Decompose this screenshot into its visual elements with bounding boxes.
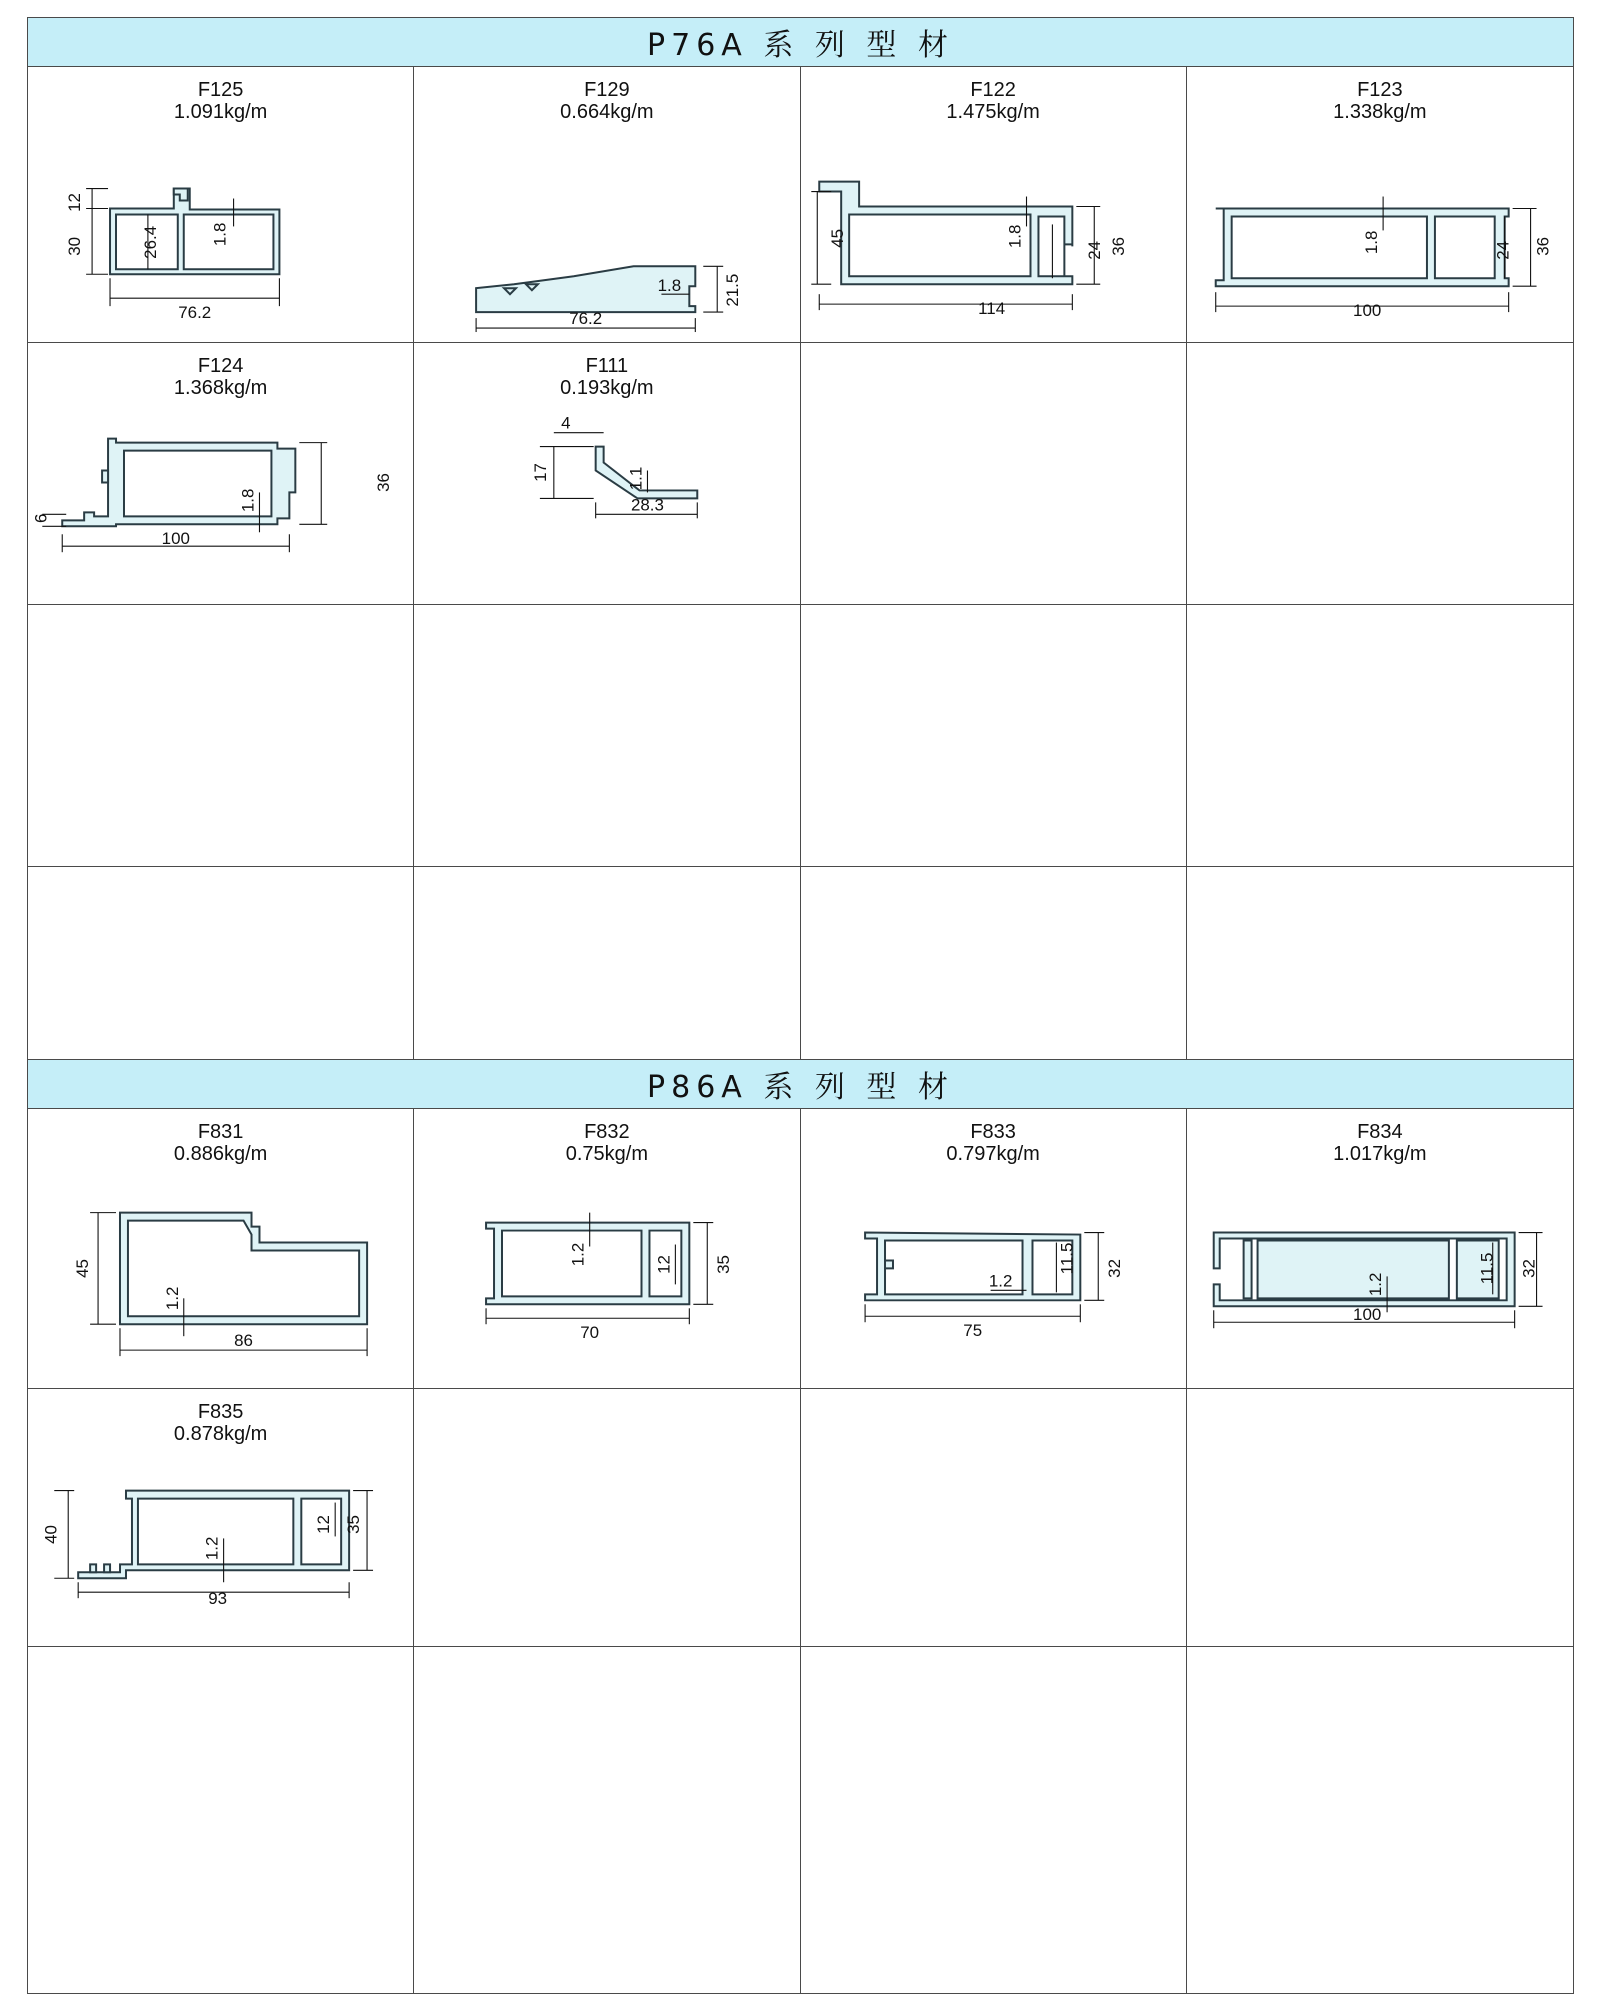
dim-label: 30	[65, 236, 85, 256]
dim-label: 100	[1352, 1305, 1382, 1325]
profile-drawing-f831	[28, 1109, 413, 1388]
profile-drawing-f122	[801, 67, 1186, 342]
profile-weight: 0.878kg/m	[173, 1423, 268, 1445]
profile-code: F831	[197, 1121, 244, 1143]
dim-label: 1.2	[568, 1242, 588, 1267]
profile-weight: 1.017kg/m	[1333, 1143, 1427, 1165]
empty-cell	[28, 605, 414, 867]
profile-drawing-f833	[801, 1109, 1186, 1388]
dim-label: 1.8	[1005, 224, 1025, 249]
profile-code: F129	[584, 79, 630, 101]
profile-code: F835	[197, 1401, 244, 1423]
dim-label: 86	[234, 1331, 253, 1351]
profile-drawing-f124	[28, 343, 413, 604]
dim-label: 11.5	[1477, 1252, 1497, 1285]
empty-cell	[414, 867, 800, 1060]
dim-label: 1.8	[1361, 230, 1381, 255]
dim-label: 1.8	[657, 276, 682, 296]
dim-label: 11.5	[1056, 1242, 1076, 1275]
profile-code: F125	[197, 79, 244, 101]
section-title: P86A 系 列 型 材	[647, 1070, 954, 1105]
dim-label: 76.2	[569, 309, 603, 329]
dim-label: 12	[654, 1255, 674, 1274]
profile-grid-p76a	[28, 67, 1573, 1060]
profile-drawing-f111	[414, 343, 799, 604]
dim-label: 70	[580, 1323, 600, 1343]
profile-drawing-f129	[414, 67, 799, 342]
dim-label: 1.2	[988, 1271, 1012, 1291]
dim-label: 93	[208, 1589, 228, 1609]
empty-cell	[1187, 605, 1573, 867]
dim-label: 40	[41, 1525, 61, 1544]
dim-label: 12	[314, 1515, 334, 1534]
profile-card-f124[interactable]	[28, 343, 414, 605]
profile-drawing-f125	[28, 67, 413, 342]
section-header-p86a	[28, 1060, 1573, 1109]
empty-cell	[28, 867, 414, 1060]
dim-label: 100	[1352, 301, 1382, 321]
dim-label: 32	[1104, 1259, 1124, 1278]
profile-weight: 1.338kg/m	[1333, 101, 1427, 123]
profile-card-f833[interactable]	[801, 1109, 1187, 1389]
profile-code: F832	[584, 1121, 630, 1143]
profile-drawing-f123	[1187, 67, 1573, 342]
profile-card-f129[interactable]	[414, 67, 800, 343]
profile-card-f125[interactable]	[28, 67, 414, 343]
empty-cell	[801, 1647, 1187, 1993]
empty-cell	[28, 1647, 414, 1993]
dim-label: 32	[1519, 1259, 1539, 1278]
profile-drawing-f832	[414, 1109, 799, 1388]
empty-cell	[801, 867, 1187, 1060]
dim-label: 6	[31, 513, 51, 524]
profile-code: F834	[1357, 1121, 1403, 1143]
profile-code: F111	[585, 355, 629, 377]
dim-label: 36	[1533, 236, 1553, 256]
dim-label: 4	[561, 413, 571, 433]
profile-grid-p86a	[28, 1109, 1573, 1993]
dim-label: 17	[531, 463, 551, 482]
empty-cell	[801, 1389, 1187, 1647]
empty-cell	[1187, 343, 1573, 605]
dim-label: 24	[1084, 240, 1104, 260]
empty-cell	[801, 605, 1187, 867]
dim-label: 36	[373, 473, 393, 492]
profile-card-f834[interactable]	[1187, 1109, 1573, 1389]
dim-label: 35	[344, 1515, 364, 1534]
profile-code: F833	[970, 1121, 1016, 1143]
dim-label: 21.5	[723, 273, 743, 307]
dim-label: 75	[962, 1321, 982, 1341]
profile-drawing-f835	[28, 1389, 413, 1646]
dim-label: 12	[65, 193, 85, 212]
profile-code: F122	[970, 79, 1016, 101]
profile-weight: 0.886kg/m	[173, 1143, 268, 1165]
dim-label: 45	[73, 1259, 93, 1278]
empty-cell	[801, 343, 1187, 605]
profile-weight: 0.797kg/m	[946, 1143, 1040, 1165]
profile-card-f832[interactable]	[414, 1109, 800, 1389]
profile-card-f111[interactable]	[414, 343, 800, 605]
profile-card-f831[interactable]	[28, 1109, 414, 1389]
catalog-sheet	[27, 17, 1574, 1994]
section-header-p76a	[28, 18, 1573, 67]
section-title: P76A 系 列 型 材	[647, 28, 954, 63]
dim-label: 76.2	[178, 303, 212, 323]
dim-label: 1.8	[238, 488, 258, 513]
empty-cell	[414, 1389, 800, 1647]
empty-cell	[1187, 1647, 1573, 1993]
profile-weight: 1.475kg/m	[946, 101, 1040, 123]
profile-code: F124	[197, 355, 244, 377]
dim-label: 26.4	[140, 225, 160, 259]
profile-weight: 0.75kg/m	[565, 1143, 648, 1165]
dim-label: 1.2	[202, 1536, 222, 1561]
profile-weight: 1.091kg/m	[173, 101, 268, 123]
profile-weight: 1.368kg/m	[173, 377, 268, 399]
profile-card-f122[interactable]	[801, 67, 1187, 343]
profile-drawing-f834	[1187, 1109, 1573, 1388]
dim-label: 100	[161, 529, 190, 549]
profile-code: F123	[1357, 79, 1403, 101]
dim-label: 1.8	[210, 222, 230, 247]
empty-cell	[1187, 1389, 1573, 1647]
dim-label: 45	[827, 228, 847, 248]
dim-label: 28.3	[631, 495, 665, 515]
dim-label: 36	[1108, 236, 1128, 256]
profile-card-f835[interactable]	[28, 1389, 414, 1647]
dim-label: 114	[977, 299, 1005, 319]
empty-cell	[414, 605, 800, 867]
profile-card-f123[interactable]	[1187, 67, 1573, 343]
dim-label: 35	[714, 1255, 734, 1274]
profile-weight: 0.193kg/m	[560, 377, 654, 399]
empty-cell	[1187, 867, 1573, 1060]
dim-label: 1.2	[162, 1286, 182, 1311]
dim-label: 1.2	[1365, 1272, 1385, 1297]
dim-label: 24	[1493, 240, 1513, 260]
profile-weight: 0.664kg/m	[560, 101, 654, 123]
empty-cell	[414, 1647, 800, 1993]
dim-label: 1.1	[626, 466, 646, 491]
